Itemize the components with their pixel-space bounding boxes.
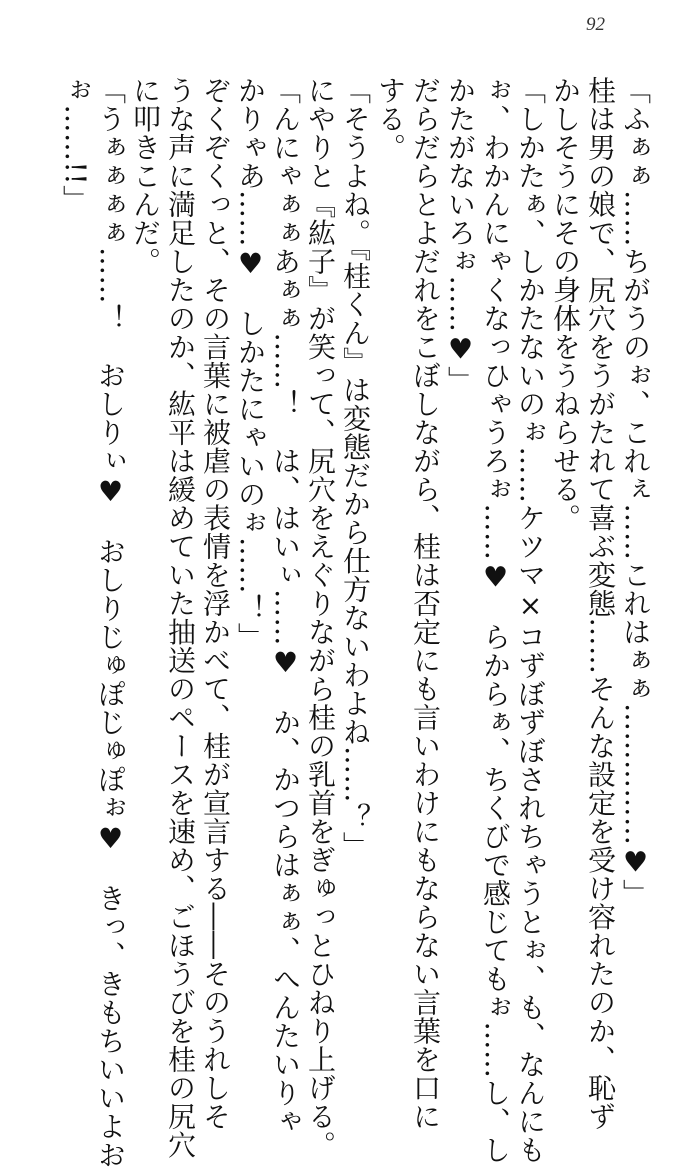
text-line: する。 [374, 76, 407, 162]
body-text [58, 76, 653, 1169]
text-line: 「んにゃぁぁあぁぁ……！ は、はいぃ……♥ か、かつらはぁぁ、へんたいりゃ [269, 76, 302, 1136]
text-line: かりゃあ……♥ しかたにゃいのぉ……！」 [234, 76, 267, 651]
text-line: 「うぁぁぁぁ……！ おしりぃ♥ おしりじゅぽじゅぽぉ♥ きっ、きもちいいよお [94, 76, 127, 1169]
text-line: うな声に満足したのか、紘平は緩めていた抽送のペースを速め、ごほうびを桂の尻穴 [164, 76, 197, 1159]
text-line: に叩きこんだ。 [129, 76, 162, 276]
text-line: 「しかたぁ、しかたないのぉ……ケツマ×コずぼずぼされちゃうとぉ、も、なんにも [514, 76, 547, 1164]
text-line: ぉ、わかんにゃくなっひゃうろぉ……♥ らからぁ、ちくびで感じてもぉ……し、し [479, 76, 512, 1164]
text-line: 「そうよね。『桂くん』は変態だから仕方ないわよね……？」 [339, 76, 372, 860]
text-line: にやりと『紘子』が笑って、尻穴をえぐりながら桂の乳首をぎゅっとひねり上げる。 [304, 76, 337, 1159]
text-line: ぉ……!!」 [59, 76, 92, 214]
page-number: 92 [586, 14, 605, 35]
text-line: だらだらとよだれをこぼしながら、桂は否定にも言いわけにもならない言葉を口に [409, 76, 442, 1131]
text-line: 「ふぁぁ……ちがうのぉ、これぇ……これはぁぁ……………♥」 [619, 76, 652, 908]
text-line: ぞくぞくっと、その言葉に被虐の表情を浮かべて、桂が宣言する――そのうれしそ [199, 76, 232, 1131]
text-line: かたがないろぉ……♥」 [444, 76, 477, 395]
text-line: かしそうにその身体をうねらせる。 [549, 76, 582, 532]
text-line: 桂は男の娘で、尻穴をうがたれて喜ぶ変態……そんな設定を受け容れたのか、恥ず [584, 76, 617, 1131]
